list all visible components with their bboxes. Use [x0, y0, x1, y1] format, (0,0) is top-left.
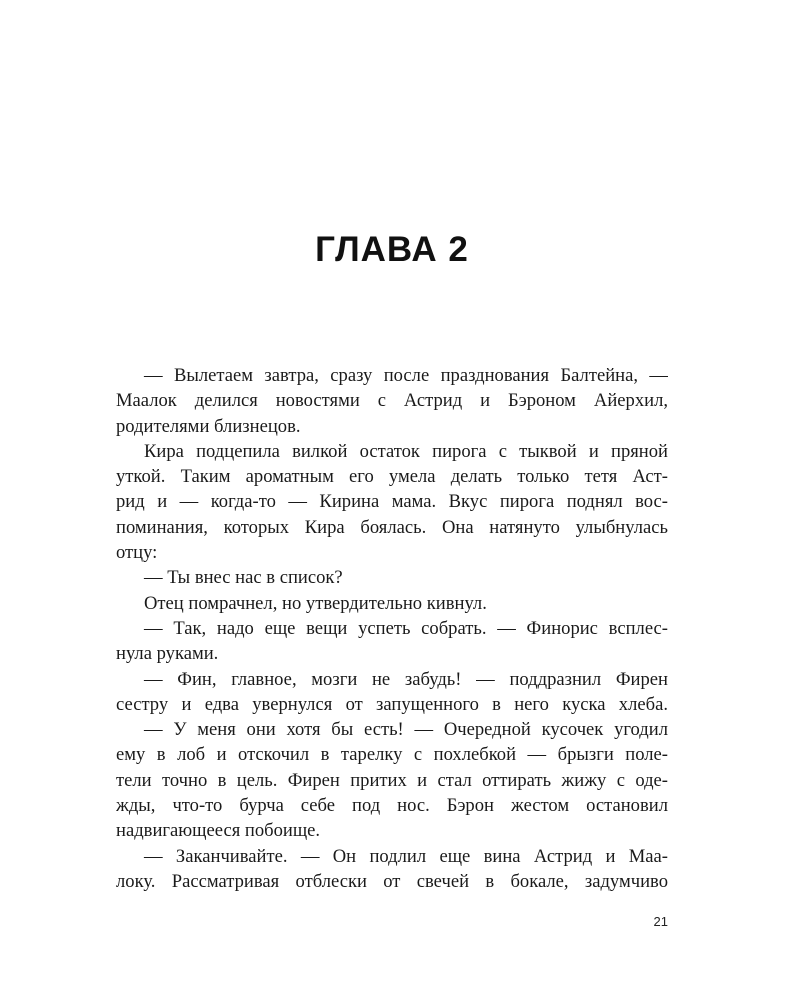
text-line: отцу: [116, 542, 158, 564]
body-text [116, 363, 668, 894]
text-line: нула руками. [116, 643, 219, 665]
text-line: — Заканчивайте. — Он подлил еще вина Астрид и Маа- [144, 845, 668, 867]
text-line: локу. Рассматривая отблески от свечей в бокале, задумчиво [116, 870, 668, 892]
text-line: Маалок делился новостями с Астрид и Бэроном Айерхил, [116, 390, 668, 412]
text-line: тели точно в цель. Фирен притих и стал оттирать жижу с оде- [116, 769, 668, 791]
text-line: жды, что-то бурча себе под нос. Бэрон жестом остановил [116, 795, 668, 817]
text-line: рид и — когда-то — Кирина мама. Вкус пирога поднял вос- [116, 491, 668, 513]
text-line: — Ты внес нас в список? [144, 567, 343, 589]
text-line: — У меня они хотя бы есть! — Очередной кусочек угодил [144, 719, 668, 741]
text-line: уткой. Таким ароматным его умела делать только тетя Аст- [116, 466, 668, 488]
text-line: поминания, которых Кира боялась. Она натянуто улыбнулась [116, 516, 668, 538]
page-number: 21 [653, 914, 668, 929]
text-line: — Вылетаем завтра, сразу после празднования Балтейна, — [144, 365, 668, 386]
text-line: ему в лоб и отскочил в тарелку с похлебкой — брызги поле- [116, 744, 668, 766]
text-line: Отец помрачнел, но утвердительно кивнул. [144, 592, 487, 614]
text-line: Кира подцепила вилкой остаток пирога с тыквой и пряной [144, 440, 668, 462]
text-line: — Так, надо еще вещи успеть собрать. — Финорис всплес- [144, 617, 668, 639]
text-line: — Фин, главное, мозги не забудь! — поддразнил Фирен [144, 668, 668, 690]
text-line: родителями близнецов. [116, 415, 301, 437]
chapter-title: ГЛАВА 2 [315, 230, 469, 269]
text-line: сестру и едва увернулся от запущенного в него куска хлеба. [116, 693, 668, 715]
text-line: надвигающееся побоище. [116, 820, 321, 842]
